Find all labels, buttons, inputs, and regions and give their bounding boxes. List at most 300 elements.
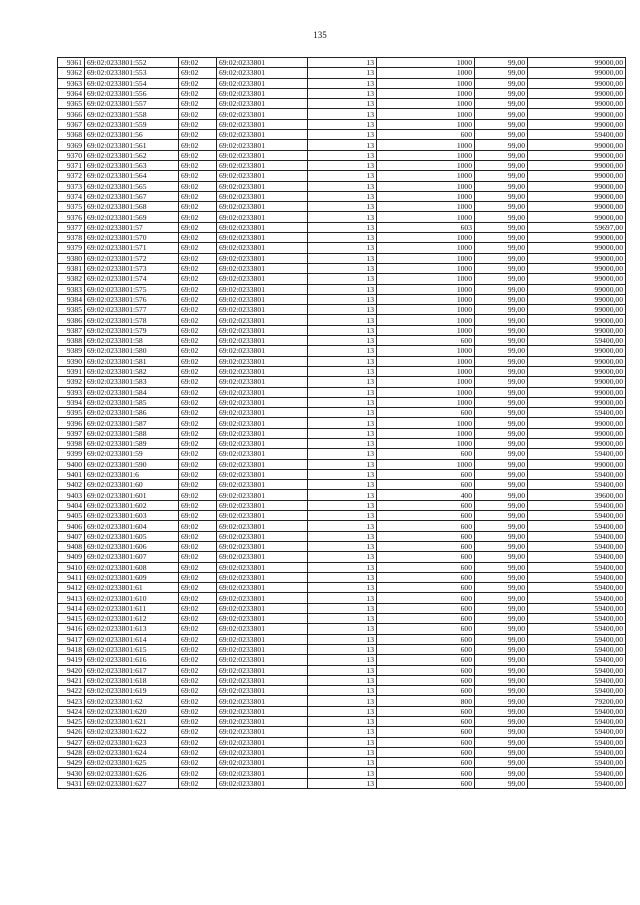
zone-number-cell: 13 bbox=[308, 634, 377, 644]
rate-cell: 99,00 bbox=[475, 305, 528, 315]
district-code-cell: 69:02 bbox=[179, 511, 217, 521]
zone-number-cell: 13 bbox=[308, 150, 377, 160]
cadastral-value-cell: 59400,00 bbox=[528, 531, 626, 541]
area-cell: 600 bbox=[377, 336, 475, 346]
cadastral-number-cell: 69:02:0233801:620 bbox=[85, 706, 179, 716]
rate-cell: 99,00 bbox=[475, 459, 528, 469]
rate-cell: 99,00 bbox=[475, 521, 528, 531]
table-row bbox=[58, 68, 626, 78]
row-number-cell: 9428 bbox=[58, 747, 85, 757]
cadastral-number-cell: 69:02:0233801:612 bbox=[85, 614, 179, 624]
table-row bbox=[58, 768, 626, 778]
table-row bbox=[58, 356, 626, 366]
district-code-cell: 69:02 bbox=[179, 490, 217, 500]
table-row bbox=[58, 325, 626, 335]
district-code-cell: 69:02 bbox=[179, 408, 217, 418]
area-cell: 600 bbox=[377, 758, 475, 768]
cadastral-block-cell: 69:02:0233801 bbox=[217, 593, 308, 603]
table-row bbox=[58, 675, 626, 685]
cadastral-block-cell: 69:02:0233801 bbox=[217, 541, 308, 551]
zone-number-cell: 13 bbox=[308, 356, 377, 366]
area-cell: 1000 bbox=[377, 356, 475, 366]
table-row bbox=[58, 490, 626, 500]
cadastral-block-cell: 69:02:0233801 bbox=[217, 583, 308, 593]
rate-cell: 99,00 bbox=[475, 727, 528, 737]
district-code-cell: 69:02 bbox=[179, 78, 217, 88]
table-row bbox=[58, 706, 626, 716]
area-cell: 1000 bbox=[377, 109, 475, 119]
area-cell: 600 bbox=[377, 511, 475, 521]
cadastral-number-cell: 69:02:0233801:624 bbox=[85, 747, 179, 757]
row-number-cell: 9429 bbox=[58, 758, 85, 768]
district-code-cell: 69:02 bbox=[179, 459, 217, 469]
cadastral-block-cell: 69:02:0233801 bbox=[217, 717, 308, 727]
cadastral-number-cell: 69:02:0233801:57 bbox=[85, 222, 179, 232]
row-number-cell: 9378 bbox=[58, 233, 85, 243]
cadastral-number-cell: 69:02:0233801:559 bbox=[85, 119, 179, 129]
cadastral-value-cell: 99000,00 bbox=[528, 263, 626, 273]
cadastral-value-cell: 39600,00 bbox=[528, 490, 626, 500]
cadastral-block-cell: 69:02:0233801 bbox=[217, 253, 308, 263]
zone-number-cell: 13 bbox=[308, 655, 377, 665]
cadastral-number-cell: 69:02:0233801:59 bbox=[85, 449, 179, 459]
rate-cell: 99,00 bbox=[475, 686, 528, 696]
table-row bbox=[58, 150, 626, 160]
cadastral-value-cell: 59400,00 bbox=[528, 614, 626, 624]
cadastral-value-cell: 59400,00 bbox=[528, 758, 626, 768]
district-code-cell: 69:02 bbox=[179, 263, 217, 273]
cadastral-value-cell: 99000,00 bbox=[528, 428, 626, 438]
cadastral-value-cell: 59400,00 bbox=[528, 727, 626, 737]
cadastral-number-cell: 69:02:0233801:556 bbox=[85, 88, 179, 98]
area-cell: 1000 bbox=[377, 325, 475, 335]
cadastral-number-cell: 69:02:0233801:609 bbox=[85, 572, 179, 582]
cadastral-value-cell: 59400,00 bbox=[528, 449, 626, 459]
row-number-cell: 9407 bbox=[58, 531, 85, 541]
district-code-cell: 69:02 bbox=[179, 160, 217, 170]
cadastral-block-cell: 69:02:0233801 bbox=[217, 233, 308, 243]
cadastral-block-cell: 69:02:0233801 bbox=[217, 500, 308, 510]
area-cell: 600 bbox=[377, 768, 475, 778]
zone-number-cell: 13 bbox=[308, 284, 377, 294]
zone-number-cell: 13 bbox=[308, 490, 377, 500]
rate-cell: 99,00 bbox=[475, 99, 528, 109]
row-number-cell: 9387 bbox=[58, 325, 85, 335]
row-number-cell: 9420 bbox=[58, 665, 85, 675]
cadastral-number-cell: 69:02:0233801:605 bbox=[85, 531, 179, 541]
table-row bbox=[58, 634, 626, 644]
rate-cell: 99,00 bbox=[475, 150, 528, 160]
rate-cell: 99,00 bbox=[475, 634, 528, 644]
cadastral-block-cell: 69:02:0233801 bbox=[217, 480, 308, 490]
cadastral-value-cell: 99000,00 bbox=[528, 78, 626, 88]
rate-cell: 99,00 bbox=[475, 160, 528, 170]
cadastral-number-cell: 69:02:0233801:563 bbox=[85, 160, 179, 170]
table-row bbox=[58, 737, 626, 747]
zone-number-cell: 13 bbox=[308, 696, 377, 706]
row-number-cell: 9371 bbox=[58, 160, 85, 170]
zone-number-cell: 13 bbox=[308, 305, 377, 315]
table-row bbox=[58, 119, 626, 129]
zone-number-cell: 13 bbox=[308, 68, 377, 78]
zone-number-cell: 13 bbox=[308, 480, 377, 490]
row-number-cell: 9367 bbox=[58, 119, 85, 129]
table-row bbox=[58, 459, 626, 469]
table-row bbox=[58, 243, 626, 253]
cadastral-block-cell: 69:02:0233801 bbox=[217, 109, 308, 119]
cadastral-value-cell: 99000,00 bbox=[528, 212, 626, 222]
cadastral-value-cell: 99000,00 bbox=[528, 171, 626, 181]
area-cell: 1000 bbox=[377, 233, 475, 243]
table-row bbox=[58, 562, 626, 572]
rate-cell: 99,00 bbox=[475, 583, 528, 593]
area-cell: 400 bbox=[377, 490, 475, 500]
zone-number-cell: 13 bbox=[308, 428, 377, 438]
district-code-cell: 69:02 bbox=[179, 541, 217, 551]
cadastral-block-cell: 69:02:0233801 bbox=[217, 768, 308, 778]
rate-cell: 99,00 bbox=[475, 449, 528, 459]
table-row bbox=[58, 366, 626, 376]
district-code-cell: 69:02 bbox=[179, 233, 217, 243]
zone-number-cell: 13 bbox=[308, 274, 377, 284]
area-cell: 1000 bbox=[377, 428, 475, 438]
cadastral-number-cell: 69:02:0233801:580 bbox=[85, 346, 179, 356]
area-cell: 1000 bbox=[377, 88, 475, 98]
zone-number-cell: 13 bbox=[308, 119, 377, 129]
cadastral-number-cell: 69:02:0233801:627 bbox=[85, 778, 179, 788]
zone-number-cell: 13 bbox=[308, 593, 377, 603]
district-code-cell: 69:02 bbox=[179, 284, 217, 294]
row-number-cell: 9401 bbox=[58, 469, 85, 479]
table-row bbox=[58, 644, 626, 654]
cadastral-block-cell: 69:02:0233801 bbox=[217, 222, 308, 232]
cadastral-block-cell: 69:02:0233801 bbox=[217, 263, 308, 273]
cadastral-block-cell: 69:02:0233801 bbox=[217, 727, 308, 737]
area-cell: 1000 bbox=[377, 387, 475, 397]
area-cell: 600 bbox=[377, 706, 475, 716]
rate-cell: 99,00 bbox=[475, 500, 528, 510]
zone-number-cell: 13 bbox=[308, 408, 377, 418]
cadastral-value-cell: 99000,00 bbox=[528, 243, 626, 253]
zone-number-cell: 13 bbox=[308, 58, 377, 68]
cadastral-block-cell: 69:02:0233801 bbox=[217, 696, 308, 706]
rate-cell: 99,00 bbox=[475, 78, 528, 88]
cadastral-block-cell: 69:02:0233801 bbox=[217, 418, 308, 428]
table-row bbox=[58, 387, 626, 397]
rate-cell: 99,00 bbox=[475, 665, 528, 675]
zone-number-cell: 13 bbox=[308, 614, 377, 624]
zone-number-cell: 13 bbox=[308, 160, 377, 170]
area-cell: 600 bbox=[377, 408, 475, 418]
cadastral-block-cell: 69:02:0233801 bbox=[217, 336, 308, 346]
cadastral-value-cell: 99000,00 bbox=[528, 438, 626, 448]
cadastral-number-cell: 69:02:0233801:583 bbox=[85, 377, 179, 387]
row-number-cell: 9425 bbox=[58, 717, 85, 727]
table-row bbox=[58, 696, 626, 706]
area-cell: 600 bbox=[377, 634, 475, 644]
cadastral-number-cell: 69:02:0233801:601 bbox=[85, 490, 179, 500]
cadastral-block-cell: 69:02:0233801 bbox=[217, 191, 308, 201]
district-code-cell: 69:02 bbox=[179, 325, 217, 335]
cadastral-value-cell: 99000,00 bbox=[528, 119, 626, 129]
area-cell: 1000 bbox=[377, 78, 475, 88]
table-row bbox=[58, 315, 626, 325]
table-row bbox=[58, 665, 626, 675]
cadastral-number-cell: 69:02:0233801:60 bbox=[85, 480, 179, 490]
cadastral-number-cell: 69:02:0233801:604 bbox=[85, 521, 179, 531]
cadastral-block-cell: 69:02:0233801 bbox=[217, 603, 308, 613]
zone-number-cell: 13 bbox=[308, 140, 377, 150]
cadastral-block-cell: 69:02:0233801 bbox=[217, 686, 308, 696]
row-number-cell: 9368 bbox=[58, 130, 85, 140]
zone-number-cell: 13 bbox=[308, 109, 377, 119]
table-row bbox=[58, 222, 626, 232]
row-number-cell: 9369 bbox=[58, 140, 85, 150]
zone-number-cell: 13 bbox=[308, 366, 377, 376]
rate-cell: 99,00 bbox=[475, 469, 528, 479]
cadastral-block-cell: 69:02:0233801 bbox=[217, 747, 308, 757]
rate-cell: 99,00 bbox=[475, 614, 528, 624]
rate-cell: 99,00 bbox=[475, 68, 528, 78]
district-code-cell: 69:02 bbox=[179, 449, 217, 459]
district-code-cell: 69:02 bbox=[179, 655, 217, 665]
cadastral-value-cell: 99000,00 bbox=[528, 387, 626, 397]
rate-cell: 99,00 bbox=[475, 263, 528, 273]
cadastral-number-cell: 69:02:0233801:578 bbox=[85, 315, 179, 325]
cadastral-value-cell: 59400,00 bbox=[528, 552, 626, 562]
cadastral-value-cell: 99000,00 bbox=[528, 68, 626, 78]
area-cell: 600 bbox=[377, 675, 475, 685]
table-row bbox=[58, 408, 626, 418]
cadastral-number-cell: 69:02:0233801:552 bbox=[85, 58, 179, 68]
cadastral-value-cell: 99000,00 bbox=[528, 191, 626, 201]
district-code-cell: 69:02 bbox=[179, 593, 217, 603]
cadastral-number-cell: 69:02:0233801:6 bbox=[85, 469, 179, 479]
cadastral-value-cell: 59400,00 bbox=[528, 655, 626, 665]
cadastral-value-cell: 59400,00 bbox=[528, 572, 626, 582]
rate-cell: 99,00 bbox=[475, 737, 528, 747]
rate-cell: 99,00 bbox=[475, 284, 528, 294]
cadastral-block-cell: 69:02:0233801 bbox=[217, 644, 308, 654]
cadastral-block-cell: 69:02:0233801 bbox=[217, 665, 308, 675]
cadastral-value-cell: 99000,00 bbox=[528, 160, 626, 170]
cadastral-number-cell: 69:02:0233801:558 bbox=[85, 109, 179, 119]
district-code-cell: 69:02 bbox=[179, 171, 217, 181]
district-code-cell: 69:02 bbox=[179, 305, 217, 315]
cadastral-value-cell: 79200,00 bbox=[528, 696, 626, 706]
cadastral-number-cell: 69:02:0233801:585 bbox=[85, 397, 179, 407]
district-code-cell: 69:02 bbox=[179, 438, 217, 448]
row-number-cell: 9426 bbox=[58, 727, 85, 737]
row-number-cell: 9395 bbox=[58, 408, 85, 418]
cadastral-number-cell: 69:02:0233801:590 bbox=[85, 459, 179, 469]
table-row bbox=[58, 778, 626, 788]
district-code-cell: 69:02 bbox=[179, 366, 217, 376]
cadastral-value-cell: 59400,00 bbox=[528, 665, 626, 675]
cadastral-value-cell: 59400,00 bbox=[528, 675, 626, 685]
cadastral-number-cell: 69:02:0233801:610 bbox=[85, 593, 179, 603]
cadastral-value-cell: 59400,00 bbox=[528, 336, 626, 346]
table-row bbox=[58, 603, 626, 613]
zone-number-cell: 13 bbox=[308, 675, 377, 685]
zone-number-cell: 13 bbox=[308, 253, 377, 263]
district-code-cell: 69:02 bbox=[179, 428, 217, 438]
row-number-cell: 9403 bbox=[58, 490, 85, 500]
zone-number-cell: 13 bbox=[308, 624, 377, 634]
cadastral-number-cell: 69:02:0233801:602 bbox=[85, 500, 179, 510]
zone-number-cell: 13 bbox=[308, 438, 377, 448]
district-code-cell: 69:02 bbox=[179, 572, 217, 582]
cadastral-value-cell: 99000,00 bbox=[528, 284, 626, 294]
row-number-cell: 9362 bbox=[58, 68, 85, 78]
cadastral-number-cell: 69:02:0233801:574 bbox=[85, 274, 179, 284]
cadastral-value-cell: 99000,00 bbox=[528, 346, 626, 356]
area-cell: 600 bbox=[377, 562, 475, 572]
area-cell: 600 bbox=[377, 717, 475, 727]
row-number-cell: 9379 bbox=[58, 243, 85, 253]
row-number-cell: 9422 bbox=[58, 686, 85, 696]
cadastral-block-cell: 69:02:0233801 bbox=[217, 284, 308, 294]
rate-cell: 99,00 bbox=[475, 603, 528, 613]
district-code-cell: 69:02 bbox=[179, 294, 217, 304]
cadastral-value-cell: 99000,00 bbox=[528, 459, 626, 469]
cadastral-number-cell: 69:02:0233801:621 bbox=[85, 717, 179, 727]
zone-number-cell: 13 bbox=[308, 583, 377, 593]
cadastral-value-cell: 59400,00 bbox=[528, 480, 626, 490]
cadastral-number-cell: 69:02:0233801:619 bbox=[85, 686, 179, 696]
cadastral-number-cell: 69:02:0233801:584 bbox=[85, 387, 179, 397]
rate-cell: 99,00 bbox=[475, 202, 528, 212]
rate-cell: 99,00 bbox=[475, 171, 528, 181]
cadastral-value-cell: 59400,00 bbox=[528, 408, 626, 418]
cadastral-block-cell: 69:02:0233801 bbox=[217, 181, 308, 191]
district-code-cell: 69:02 bbox=[179, 644, 217, 654]
row-number-cell: 9405 bbox=[58, 511, 85, 521]
cadastral-value-cell: 59400,00 bbox=[528, 130, 626, 140]
district-code-cell: 69:02 bbox=[179, 737, 217, 747]
row-number-cell: 9391 bbox=[58, 366, 85, 376]
district-code-cell: 69:02 bbox=[179, 675, 217, 685]
cadastral-value-cell: 99000,00 bbox=[528, 377, 626, 387]
rate-cell: 99,00 bbox=[475, 88, 528, 98]
cadastral-block-cell: 69:02:0233801 bbox=[217, 346, 308, 356]
row-number-cell: 9389 bbox=[58, 346, 85, 356]
rate-cell: 99,00 bbox=[475, 531, 528, 541]
cadastral-block-cell: 69:02:0233801 bbox=[217, 397, 308, 407]
area-cell: 600 bbox=[377, 644, 475, 654]
district-code-cell: 69:02 bbox=[179, 583, 217, 593]
area-cell: 600 bbox=[377, 624, 475, 634]
cadastral-number-cell: 69:02:0233801:572 bbox=[85, 253, 179, 263]
cadastral-number-cell: 69:02:0233801:622 bbox=[85, 727, 179, 737]
rate-cell: 99,00 bbox=[475, 140, 528, 150]
cadastral-value-cell: 59400,00 bbox=[528, 593, 626, 603]
area-cell: 600 bbox=[377, 572, 475, 582]
rate-cell: 99,00 bbox=[475, 572, 528, 582]
rate-cell: 99,00 bbox=[475, 428, 528, 438]
cadastral-block-cell: 69:02:0233801 bbox=[217, 294, 308, 304]
zone-number-cell: 13 bbox=[308, 88, 377, 98]
rate-cell: 99,00 bbox=[475, 222, 528, 232]
row-number-cell: 9381 bbox=[58, 263, 85, 273]
zone-number-cell: 13 bbox=[308, 212, 377, 222]
table-row bbox=[58, 191, 626, 201]
row-number-cell: 9384 bbox=[58, 294, 85, 304]
cadastral-block-cell: 69:02:0233801 bbox=[217, 438, 308, 448]
cadastral-number-cell: 69:02:0233801:589 bbox=[85, 438, 179, 448]
cadastral-block-cell: 69:02:0233801 bbox=[217, 171, 308, 181]
cadastral-value-cell: 99000,00 bbox=[528, 253, 626, 263]
table-row bbox=[58, 717, 626, 727]
cadastral-value-cell: 99000,00 bbox=[528, 99, 626, 109]
district-code-cell: 69:02 bbox=[179, 614, 217, 624]
cadastral-block-cell: 69:02:0233801 bbox=[217, 511, 308, 521]
cadastral-block-cell: 69:02:0233801 bbox=[217, 562, 308, 572]
zone-number-cell: 13 bbox=[308, 397, 377, 407]
zone-number-cell: 13 bbox=[308, 130, 377, 140]
rate-cell: 99,00 bbox=[475, 315, 528, 325]
district-code-cell: 69:02 bbox=[179, 531, 217, 541]
row-number-cell: 9430 bbox=[58, 768, 85, 778]
table-row bbox=[58, 438, 626, 448]
cadastral-value-cell: 59400,00 bbox=[528, 737, 626, 747]
table-row bbox=[58, 758, 626, 768]
cadastral-value-cell: 59400,00 bbox=[528, 706, 626, 716]
zone-number-cell: 13 bbox=[308, 706, 377, 716]
table-row bbox=[58, 274, 626, 284]
zone-number-cell: 13 bbox=[308, 727, 377, 737]
district-code-cell: 69:02 bbox=[179, 109, 217, 119]
cadastral-value-cell: 59400,00 bbox=[528, 511, 626, 521]
cadastral-value-cell: 99000,00 bbox=[528, 88, 626, 98]
district-code-cell: 69:02 bbox=[179, 315, 217, 325]
cadastral-block-cell: 69:02:0233801 bbox=[217, 459, 308, 469]
row-number-cell: 9361 bbox=[58, 58, 85, 68]
district-code-cell: 69:02 bbox=[179, 624, 217, 634]
row-number-cell: 9396 bbox=[58, 418, 85, 428]
zone-number-cell: 13 bbox=[308, 778, 377, 788]
table-row bbox=[58, 88, 626, 98]
area-cell: 600 bbox=[377, 521, 475, 531]
rate-cell: 99,00 bbox=[475, 593, 528, 603]
zone-number-cell: 13 bbox=[308, 562, 377, 572]
cadastral-block-cell: 69:02:0233801 bbox=[217, 552, 308, 562]
cadastral-number-cell: 69:02:0233801:553 bbox=[85, 68, 179, 78]
table-row bbox=[58, 202, 626, 212]
rate-cell: 99,00 bbox=[475, 325, 528, 335]
cadastral-number-cell: 69:02:0233801:567 bbox=[85, 191, 179, 201]
rate-cell: 99,00 bbox=[475, 418, 528, 428]
rate-cell: 99,00 bbox=[475, 233, 528, 243]
table-row bbox=[58, 428, 626, 438]
cadastral-number-cell: 69:02:0233801:575 bbox=[85, 284, 179, 294]
rate-cell: 99,00 bbox=[475, 747, 528, 757]
cadastral-number-cell: 69:02:0233801:615 bbox=[85, 644, 179, 654]
cadastral-value-cell: 99000,00 bbox=[528, 356, 626, 366]
table-row bbox=[58, 109, 626, 119]
row-number-cell: 9415 bbox=[58, 614, 85, 624]
rate-cell: 99,00 bbox=[475, 717, 528, 727]
area-cell: 1000 bbox=[377, 99, 475, 109]
district-code-cell: 69:02 bbox=[179, 397, 217, 407]
table-row bbox=[58, 160, 626, 170]
row-number-cell: 9394 bbox=[58, 397, 85, 407]
cadastral-block-cell: 69:02:0233801 bbox=[217, 706, 308, 716]
table-row bbox=[58, 521, 626, 531]
zone-number-cell: 13 bbox=[308, 294, 377, 304]
row-number-cell: 9373 bbox=[58, 181, 85, 191]
rate-cell: 99,00 bbox=[475, 562, 528, 572]
